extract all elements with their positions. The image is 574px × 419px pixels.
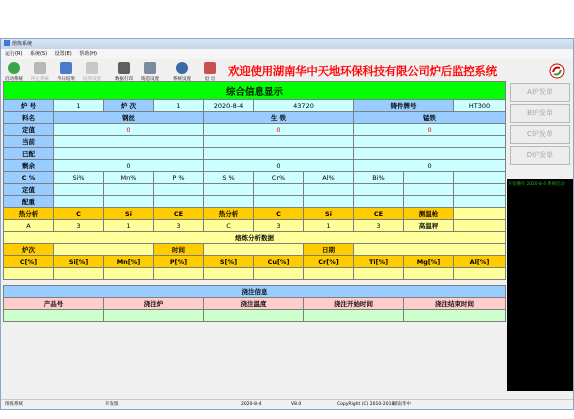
thermal-ce: CE <box>154 208 204 220</box>
setpoint-3: 0 <box>354 124 506 136</box>
current-3 <box>354 136 506 148</box>
smelt-time-label: 时间 <box>154 244 204 256</box>
furnace-no: 1 <box>54 100 104 112</box>
comp-set-label: 定值 <box>4 184 54 196</box>
smelt-col-cu: Cu[%] <box>254 256 304 268</box>
added-label: 已配 <box>4 148 54 160</box>
status-date: 2020-8-4 <box>241 402 262 407</box>
window-title: 熔炼系统 <box>12 41 33 47</box>
smelt-date-label: 日期 <box>304 244 354 256</box>
setpoint-2: 0 <box>204 124 354 136</box>
thermal-row-c: C <box>204 220 254 232</box>
title-bar <box>1 39 573 49</box>
cast-icon <box>144 62 156 74</box>
pour-title: 浇注信息 <box>4 286 506 298</box>
smelt-col-p: P[%] <box>154 256 204 268</box>
comp-mix-label: 配重 <box>4 196 54 208</box>
pour-col-end: 浇注结束时间 <box>404 298 506 310</box>
main-title: 综合信息显示 <box>4 82 506 100</box>
status-bar <box>1 399 573 409</box>
stop-icon <box>34 62 46 74</box>
setpoint-label: 定值 <box>4 124 54 136</box>
start-system-button[interactable]: 启动系统 <box>3 61 25 91</box>
remain-label: 剩余 <box>4 160 54 172</box>
smelt-col-mn: Mn[%] <box>104 256 154 268</box>
app-window <box>0 38 574 410</box>
side-panel <box>507 81 573 165</box>
element-s: S % <box>204 172 254 184</box>
today-results-button[interactable]: 今日结果 <box>55 61 77 91</box>
pour-col-start: 浇注开始时间 <box>304 298 404 310</box>
status-company: 湖南华中 <box>393 402 411 407</box>
result-settings-button[interactable]: 结果设置 <box>81 61 103 91</box>
company-logo-icon <box>549 63 565 79</box>
heat-label: 炉 次 <box>104 100 154 112</box>
menu-help[interactable]: 帮助(H) <box>79 51 97 57</box>
high-temp-value <box>454 220 506 232</box>
thermal-c-si: 1 <box>304 220 354 232</box>
element-al: Al% <box>304 172 354 184</box>
casting-settings-button[interactable]: 铸造设置 <box>139 61 161 91</box>
pour-temp-value <box>204 310 304 322</box>
pour-furnace-value <box>104 310 204 322</box>
thermal-c: C <box>54 208 104 220</box>
added-3 <box>354 148 506 160</box>
element-mn: Mn% <box>104 172 154 184</box>
comp-label: C % <box>4 172 54 184</box>
exit-button[interactable]: 退 出 <box>199 61 221 91</box>
welcome-banner: 欢迎使用湖南华中天地环保科技有限公司炉后监控系统 <box>228 64 497 78</box>
added-1 <box>54 148 204 160</box>
element-empty-2 <box>454 172 506 184</box>
menu-system[interactable]: 系统(S) <box>29 51 48 57</box>
printer-icon <box>118 62 130 74</box>
remain-2: 0 <box>204 160 354 172</box>
element-bi: Bi% <box>354 172 404 184</box>
furnace-label: 炉 号 <box>4 100 54 112</box>
thermal-a-si: 1 <box>104 220 154 232</box>
material-2: 生 铁 <box>204 112 354 124</box>
smelt-col-c: C[%] <box>4 256 54 268</box>
result-icon <box>60 62 72 74</box>
smelt-col-s: S[%] <box>204 256 254 268</box>
system-settings-button[interactable]: 系统设置 <box>171 61 193 91</box>
time-value: 43720 <box>254 100 354 112</box>
stop-system-button[interactable]: 停止系统 <box>29 61 51 91</box>
status-version: V8.0 <box>291 402 302 407</box>
furnace-a-dispatch-button[interactable]: A炉发单 <box>510 83 570 102</box>
remain-1: 0 <box>54 160 204 172</box>
smelt-col-si: Si[%] <box>54 256 104 268</box>
status-copyright: CopyRight (C) 2010-2018 <box>337 402 395 407</box>
smelt-heat-value <box>54 244 154 256</box>
current-label: 当前 <box>4 136 54 148</box>
app-icon <box>4 40 10 46</box>
menu-bar <box>1 49 573 59</box>
added-2 <box>204 148 354 160</box>
thermal-ce-2: CE <box>354 208 404 220</box>
pour-start-value <box>304 310 404 322</box>
material-label: 料名 <box>4 112 54 124</box>
thermal-c-2: C <box>254 208 304 220</box>
pour-product-value <box>4 310 104 322</box>
material-3: 锰铁 <box>354 112 506 124</box>
element-cr: Cr% <box>254 172 304 184</box>
pour-end-value <box>404 310 506 322</box>
element-si: Si% <box>54 172 104 184</box>
log-text: 开始操作 2020-8-4 系统启动 <box>508 182 565 187</box>
smelt-time-value <box>204 244 304 256</box>
menu-settings[interactable]: 设置(E) <box>54 51 72 57</box>
info-grid <box>3 81 506 322</box>
heat-no: 1 <box>154 100 204 112</box>
gear-icon <box>176 62 188 74</box>
furnace-c-dispatch-button[interactable]: C炉发单 <box>510 125 570 144</box>
furnace-d-dispatch-button[interactable]: D炉发单 <box>510 146 570 165</box>
material-1: 钢丝 <box>54 112 204 124</box>
smelt-col-al: Al[%] <box>454 256 506 268</box>
smelt-col-cr: Cr[%] <box>304 256 354 268</box>
current-1 <box>54 136 204 148</box>
smelt-date-value <box>354 244 506 256</box>
smelt-col-mg: Mg[%] <box>404 256 454 268</box>
settings-doc-icon <box>86 62 98 74</box>
status-app: 熔炼系统 <box>5 402 23 407</box>
thermal-si-2: Si <box>304 208 354 220</box>
thermal-label: 热分析 <box>4 208 54 220</box>
element-p: P % <box>154 172 204 184</box>
log-panel <box>507 179 573 391</box>
element-empty-1 <box>404 172 454 184</box>
high-temp-label: 高温秤 <box>404 220 454 232</box>
furnace-b-dispatch-button[interactable]: B炉发单 <box>510 104 570 123</box>
data-print-button[interactable]: 数据打印 <box>113 61 135 91</box>
thermal-row-a: A <box>4 220 54 232</box>
current-2 <box>204 136 354 148</box>
remain-3: 0 <box>354 160 506 172</box>
pour-col-product: 产品号 <box>4 298 104 310</box>
thermal-a-ce: 3 <box>154 220 204 232</box>
exit-icon <box>204 62 216 74</box>
temp-gun-value <box>454 208 506 220</box>
grade-label: 铸件牌号 <box>354 100 454 112</box>
date-value: 2020-8-4 <box>204 100 254 112</box>
smelt-col-ti: Ti[%] <box>354 256 404 268</box>
grade-value: HT300 <box>454 100 506 112</box>
status-mode: 开发版 <box>105 402 119 407</box>
menu-run[interactable]: 运行(R) <box>5 51 23 57</box>
temp-gun-label: 测温枪 <box>404 208 454 220</box>
thermal-label-2: 热分析 <box>204 208 254 220</box>
pour-col-furnace: 浇注炉 <box>104 298 204 310</box>
thermal-c-ce: 3 <box>354 220 404 232</box>
thermal-a-c: 3 <box>54 220 104 232</box>
thermal-c-c: 3 <box>254 220 304 232</box>
pour-col-temp: 浇注温度 <box>204 298 304 310</box>
thermal-si: Si <box>104 208 154 220</box>
start-icon <box>8 62 20 74</box>
setpoint-1: 0 <box>54 124 204 136</box>
smelt-title: 熔炼分析数据 <box>4 232 506 244</box>
smelt-heat-label: 炉次 <box>4 244 54 256</box>
